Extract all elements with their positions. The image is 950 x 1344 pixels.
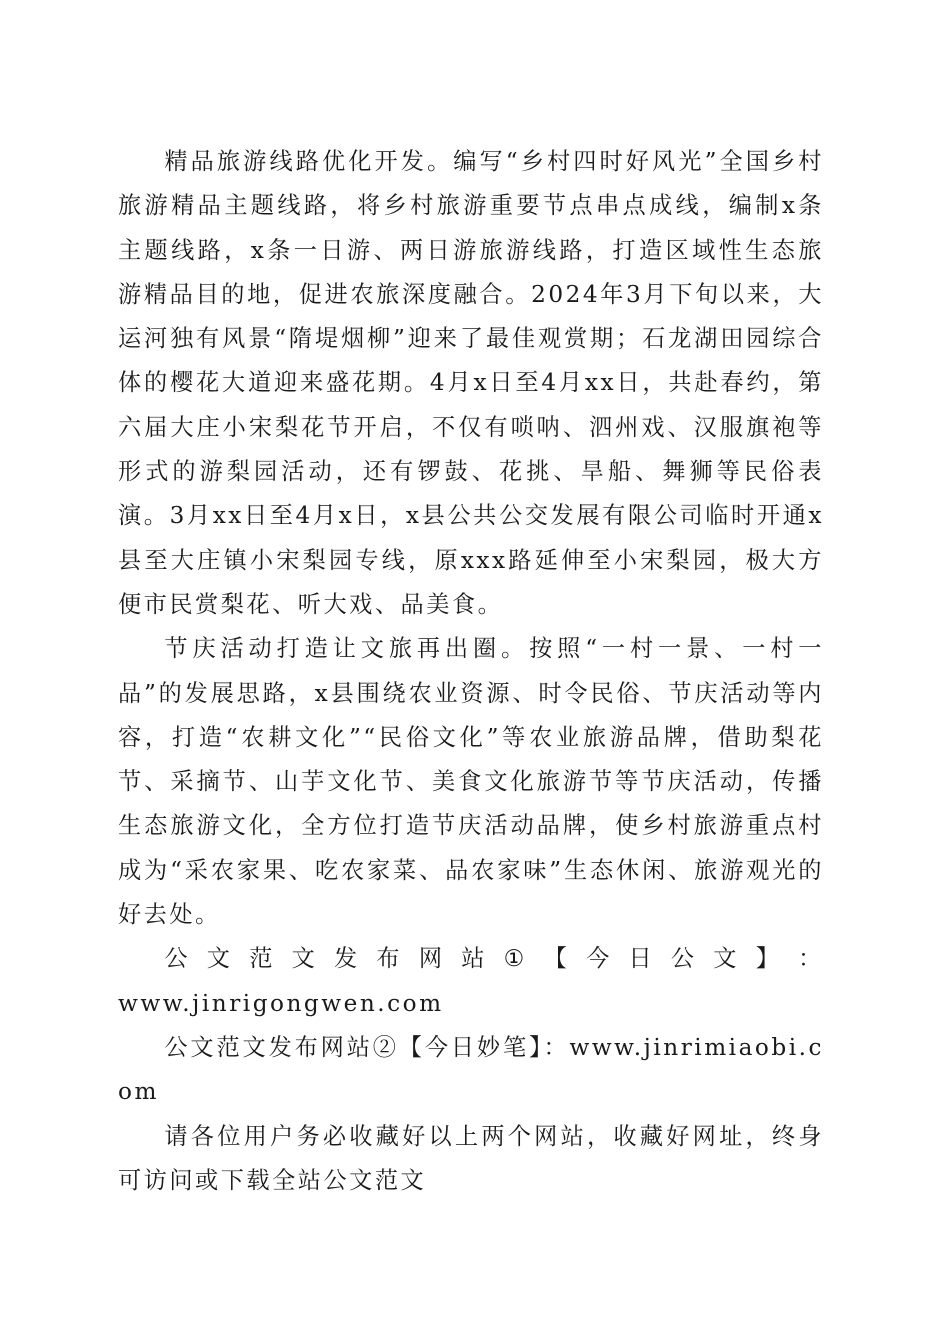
bookmark-notice: 请各位用户务必收藏好以上两个网站，收藏好网址，终身可访问或下载全站公文范文: [118, 1122, 824, 1194]
website-1-block: [118, 937, 824, 1026]
website-1-label-char: 日: [628, 945, 655, 973]
document-body: [118, 140, 824, 1203]
website-1-label-char: 文: [206, 945, 233, 973]
website-1-label-char: 】: [755, 945, 782, 973]
paragraph-festival-activities: 节庆活动打造让文旅再出圈。按照“一村一景、一村一品”的发展思路，x县围绕农业资源、时令民俗、节庆活动等内容，打造“农耕文化”“民俗文化”等农业旅游品牌，借助梨花节、采摘节、山芋文化节、美食文化旅游节等节庆活动，传播生态旅游文化，全方位打造节庆活动品牌，使乡村旅游重点村成为“采农家果、吃农家菜、品农家味”生态休闲、旅游观光的好去处。: [118, 635, 824, 929]
website-1-label-char: 发: [334, 945, 360, 973]
paragraph-tourism-routes: 精品旅游线路优化开发。编写“乡村四时好风光”全国乡村旅游精品主题线路，将乡村旅游重要节点串点成线，编制x条主题线路，x条一日游、两日游旅游线路，打造区域性生态旅游精品目的地，促进农旅深度融合。2024年3月下旬以来，大运河独有风景“隋堤烟柳”迎来了最佳观赏期；石龙湖田园综合体的樱花大道迎来盛花期。4月x日至4月xx日，共赴春约，第六届大庄小宋梨花节开启，不仅有唢呐、泗州戏、汉服旗袍等形式的游梨园活动，还有锣鼓、花挑、旱船、舞狮等民俗表演。3月xx日至4月x日，x县公共公交发展有限公司临时开通x县至大庄镇小宋梨园专线，原xxx路延伸至小宋梨园，极大方便市民赏梨花、听大戏、品美食。: [118, 148, 824, 618]
website-1-label-char: 网: [418, 945, 445, 973]
website-1-url: www.jinrigongwen.com: [118, 989, 444, 1017]
website-2-line: 公文范文发布网站②【今日妙笔】：www.jinrimiaobi.com: [118, 1033, 824, 1106]
website-1-label-char: 文: [713, 945, 739, 973]
website-1-label-char: 文: [291, 945, 318, 973]
website-1-label-char: 范: [249, 945, 275, 973]
website-1-label-char: 公: [670, 945, 697, 973]
website-1-label-char: ①: [503, 945, 527, 973]
website-1-label-char: 站: [461, 945, 487, 973]
website-1-label-char: 今: [586, 945, 612, 973]
website-1-label-char: 公: [164, 945, 191, 973]
website-1-label-char: 【: [543, 945, 570, 973]
website-1-label-char: ：: [798, 945, 824, 973]
website-1-label: [118, 937, 824, 981]
website-1-label-char: 布: [376, 945, 403, 973]
